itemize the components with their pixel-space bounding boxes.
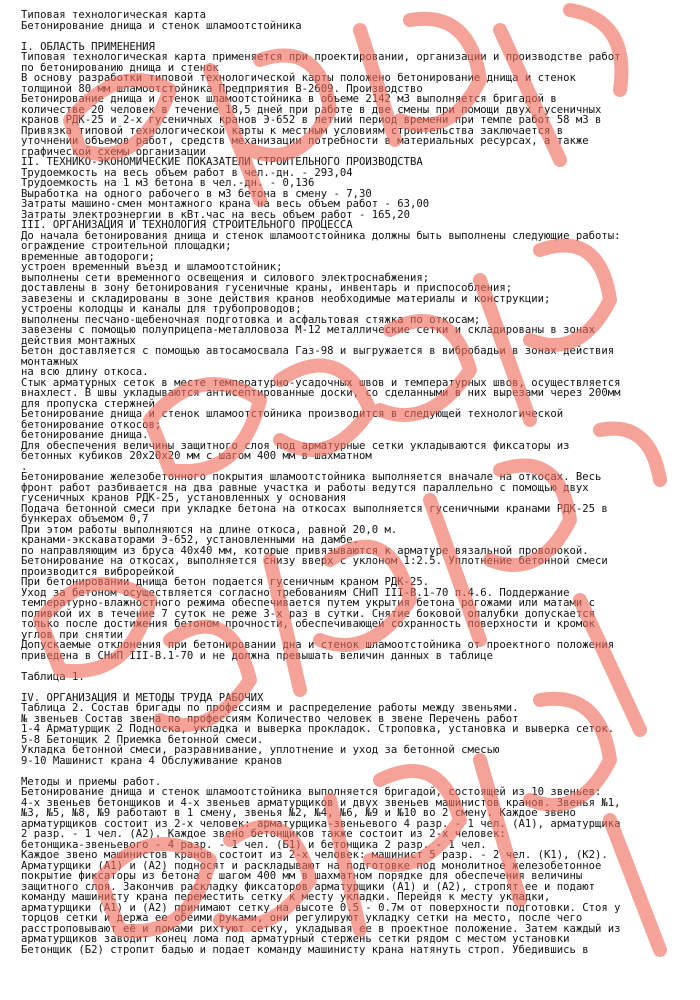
text-line: Таблица 2. Состав бригады по профессиям и распределение работы между звеньями.	[21, 702, 519, 714]
text-line: бетонщика-звеньевого - 4 разр. - 1 чел. (Б1) и бетонщика 2 разр. - 1 чел.	[21, 838, 487, 851]
text-line: углов при снятии	[21, 628, 124, 641]
text-line: действия монтажных	[21, 334, 136, 347]
text-line: уточнении объемов работ, средств механизации потребности в материальных ресурсах, а также	[21, 135, 589, 147]
text-line: Бетонирование днища и стенок шламоотстойника	[21, 19, 302, 32]
text-line: внахлест. В швы укладываются антисептированные доски, со сделанными в них вырезами через 200мм	[21, 387, 621, 399]
text-line: Затраты электроэнергии в кВт.час на весь объем работ - 165,20	[21, 208, 411, 221]
text-line: Бетонирование днища и стенок шламоотстойника выполняется бригадой, состоящей из 10 звеньев:	[21, 786, 602, 798]
text-line: расстроповывают её и ломами рихтуют сетку, укладывая ее в проектное положение. Затем каждый из	[21, 922, 621, 935]
text-line: торцов сетки и держа ее обеими руками, они регулируют укладку сетки на место, после чего	[21, 912, 583, 924]
text-line: 9-10 Машинист крана 4 Обслуживание кранов	[21, 754, 283, 767]
text-line: 4-х звеньев бетонщиков и 4-х звеньев арматурщиков и двух звеньев машинистов кранов. Звенья №1,	[21, 796, 621, 809]
text-line: Уход за бетоном осуществляется согласно требованиям СНиП III-В.1-70 п.4.6. Поддержание	[21, 586, 570, 599]
text-line: гусеничных кранов РДК-25, установленных у основания	[21, 492, 347, 504]
text-line: Бетонирование днища и стенок шламоотстойника производится в следующей технологической	[21, 408, 564, 420]
text-line: графической схемы организации	[21, 145, 206, 158]
text-line: Допускаемые отклонения при бетонировании дна и стенок шламоотстойника от проектного положения	[21, 639, 615, 651]
blank-line	[21, 682, 691, 693]
text-line: устроен временный въезд и шламоотстойник;	[21, 261, 283, 273]
text-line: на всю длину откоса.	[21, 366, 149, 378]
text-line: Бетон доставляется с помощью автосамосвала Газ-98 и выгружается в вибробадьи в зонах действия	[21, 345, 615, 357]
text-line: Типовая технологическая карта применяется при проектировании, организации и производстве работ	[21, 51, 621, 63]
text-line: № звеньев Состав звена по профессиям Количество человек в звене Перечень работ	[21, 712, 519, 725]
blank-line	[21, 31, 691, 42]
text-line: бетонирование днища.	[21, 429, 149, 441]
text-line: Стык арматурных сеток в месте температурно-усадочных швов и температурных швов, осуществляется	[21, 376, 621, 389]
text-line: для пропуска стержней	[21, 397, 155, 410]
text-line: команду машинисту крана переместить сетку к месту укладки. Перейдя к месту укладки,	[21, 891, 551, 903]
text-line: III. ОРГАНИЗАЦИЯ И ТЕХНОЛОГИЯ СТРОИТЕЛЬНОГО ПРОЦЕССА	[21, 219, 353, 231]
text-line: завезены с помощью полуприцепа-металловоза М-12 металлические сетки и складированы в зонах	[21, 324, 596, 336]
text-line: бункерах объемом 0,7	[21, 513, 149, 525]
text-line: В основу разработки типовой технологической карты положено бетонирование днища и стенок	[21, 72, 576, 84]
text-line: II. ТЕХНИКО-ЭКОНОМИЧЕСКИЕ ПОКАЗАТЕЛИ СТРОИТЕЛЬНОГО ПРОИЗВОДСТВА	[21, 156, 423, 168]
text-line: толщиной 80 мм шламоотстойника Предприятия В-2609. Производство	[21, 82, 423, 95]
text-line: Укладка бетонной смеси, разравнивание, уплотнение и уход за бетонной смесью	[21, 744, 500, 756]
text-line: устроены колодцы и каналы для трубопроводов;	[21, 303, 302, 315]
text-line: защитного слоя. Закончив раскладку фиксаторов арматурщики (А1) и (А2), стропят ее и подают	[21, 880, 596, 893]
text-line: выполнены песчано-щебеночная подготовка и асфальтовая стяжка по откосам;	[21, 313, 481, 326]
text-line: I. ОБЛАСТЬ ПРИМЕНЕНИЯ	[21, 40, 155, 53]
text-line: Методы и приемы работ.	[21, 775, 162, 788]
text-line: Каждое звено машинистов кранов состоит из 2-х человек: машинист 5 разр. - 2 чел. (К1), (К2).	[21, 849, 608, 861]
text-line: Бетонирование днища и стенок шламоотстойника в объеме 2142 м3 выполняется бригадой в	[21, 93, 557, 105]
blank-line	[21, 766, 691, 777]
text-line: только после достижения бетоном прочности, обеспечивающей сохранность поверхности и кромок	[21, 618, 596, 630]
text-line: Трудоемкость на 1 м3 бетона в чел.-дн. - 0,136	[21, 177, 315, 189]
text-line: количестве 20 человек в течение 18,5 дней при работе в две смены при помощи двух гусеничных	[21, 103, 602, 116]
text-line: выполнены сети временного освещения и силового электроснабжения;	[21, 271, 430, 284]
text-line: кранов РДК-25 и 2-х гусеничных кранов Э-652 в летний период времени при темпе работ 58 м3 в	[21, 114, 602, 126]
document-body	[21, 10, 691, 955]
text-line: Затраты машино-смен монтажного крана на весь объем работ - 63,00	[21, 198, 430, 210]
text-line: При бетонировании днища бетон подается гусеничным краном РДК-25.	[21, 576, 430, 588]
text-line: Бетонирование на откосах, выполняется снизу вверх с уклоном 1:2.5. Уплотнение бетонной смеси	[21, 555, 608, 567]
text-line: фронт работ разбивается на два равные участка и работы ведутся параллельно с помощью двух	[21, 481, 589, 494]
text-line: №3, №5, №8, №9 работают в 1 смену, звенья №2, №4, №6, №9 и №10 во 2 смену. Каждое звено	[21, 807, 576, 819]
text-line: 5-8 Бетонщик 2 Приемка бетонной смеси.	[21, 733, 264, 746]
text-line: 2 разр. - 1 чел. (А2). Каждое звено бетонщиков также состоит из 2-х человек:	[21, 828, 506, 840]
text-line: При этом работы выполняются на длине откоса, равной 20,0 м.	[21, 523, 398, 536]
text-line: арматурщиков заводит конец лома под арматурный стержень сетки рядом с местом установки	[21, 933, 570, 945]
text-line: по направляющим из бруса 40х40 мм, которые привязываются к арматуре вязальной проволокой.	[21, 544, 589, 557]
text-line: доставлены в зону бетонирования гусеничные краны, инвентарь и приспособления;	[21, 282, 513, 294]
text-line: Для обеспечения величины защитного слоя под арматурные сетки укладываются фиксаторы из	[21, 439, 570, 452]
text-line: Таблица 1.	[21, 670, 85, 683]
text-line: арматурщики (А1) и (А2) принимают сетку на высоте 0.5 - 0.7м от поверхности подготовки. Стоя у	[21, 901, 621, 914]
text-line: Бетонирование железобетонного покрытия шламоотстойника выполняется вначале на откосах. Весь	[21, 471, 602, 483]
text-line: До начала бетонирования днища и стенок шламоотстойника должны быть выполнены следующие работы:	[21, 229, 621, 242]
text-line: арматурщиков состоит из 2-х человек: арматурщика-звеньевого 4 разр. - 1 чел. (А1), арматурщика	[21, 817, 621, 830]
text-line: Арматурщики (А1) и (А2) подносят и раскладывают на подготовке под монолитное железобетонное	[21, 859, 602, 872]
text-line: .	[21, 460, 28, 473]
text-line: приведена в СНиП III-В.1-70 и не должна превышать величин данных в таблице	[21, 649, 493, 662]
text-line: Выработка на одного рабочего в м3 бетона в смену - 7,30	[21, 187, 372, 200]
text-line: ограждение строительной площадки;	[21, 240, 232, 252]
text-line: Трудоемкость на весь объем работ в чел.-дн. - 293,04	[21, 166, 353, 179]
text-line: по бетонированию днища и стенок	[21, 61, 219, 74]
text-line: производится виброрейкой	[21, 565, 175, 578]
text-line: 1-4 Арматурщик 2 Подноска, укладка и выверка прокладок. Строповка, установка и выверка сеток.	[21, 723, 615, 735]
text-line: Бетонщик (Б2) стропит бадью и подает команду машинисту крана натянуть строп. Убедившись в	[21, 943, 589, 956]
text-line: завезены и складированы в зоне действия кранов необходимые материалы и конструкции;	[21, 292, 551, 305]
text-line: IV. ОРГАНИЗАЦИЯ И МЕТОДЫ ТРУДА РАБОЧИХ	[21, 691, 264, 704]
text-line: Типовая технологическая карта	[21, 9, 206, 21]
blank-line	[21, 661, 691, 672]
text-line: Подача бетонной смеси при укладке бетона на откосах выполняется гусеничными кранами РДК-25 в	[21, 502, 608, 515]
text-line: монтажных	[21, 355, 79, 368]
text-line: бетонирование откосов;	[21, 418, 162, 431]
text-line: температурно-влажностного режима обеспечивается путем укрытия бетона рогожами или матами с	[21, 597, 596, 609]
text-line: поливкой их в течение 7 суток не реже 3-х раз в сутки. Снятие боковой опалубки допускается	[21, 607, 596, 620]
text-line: бетонных кубиков 20х20х20 мм с шагом 400 мм в шахматном	[21, 450, 372, 462]
text-line: покрытие фиксаторы из бетона с шагом 400 мм в шахматном порядке для обеспечения величины	[21, 870, 583, 882]
text-line: Привязка типовой технологической карты к местным условиям строительства заключается в	[21, 124, 564, 137]
text-line: кранами-экскаваторами Э-652, установленными на дамбе.	[21, 534, 360, 546]
text-line: временные автодороги;	[21, 250, 155, 263]
